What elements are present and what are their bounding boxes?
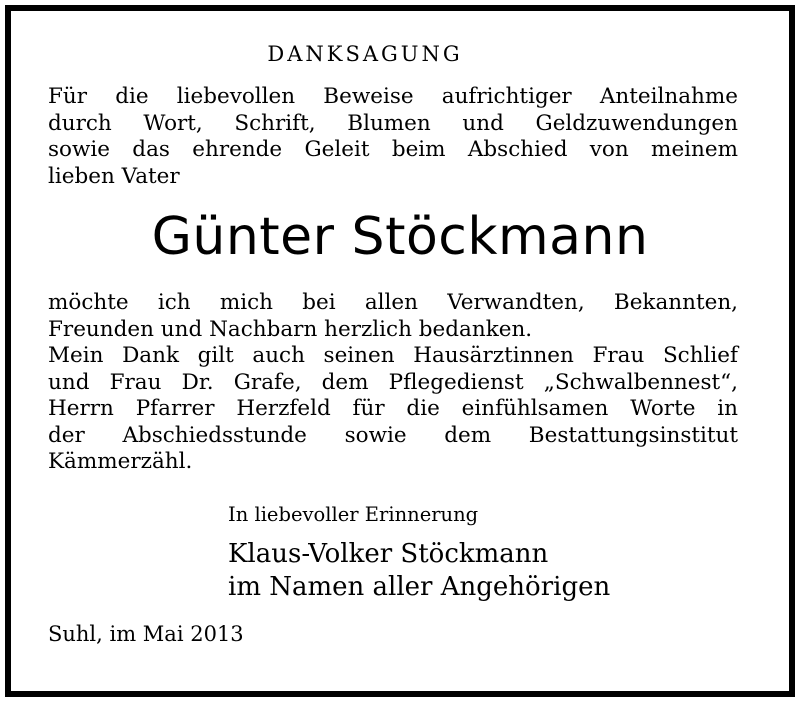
intro-line: durch Wort, Schrift, Blumen und Geldzuwendungen <box>48 110 738 136</box>
deceased-name: Günter Stöckmann <box>151 207 649 267</box>
thanks-line: und Frau Dr. Grafe, dem Pflegedienst „Schwalbennest“, <box>48 369 738 395</box>
signature-name: Klaus-Volker Stöckmann <box>228 539 549 569</box>
intro-line: sowie das ehrende Geleit beim Abschied von meinem <box>48 137 738 162</box>
intro-paragraph <box>48 84 738 190</box>
signature <box>228 538 610 604</box>
thanks-line: möchte ich mich bei allen Verwandten, Bekannten, <box>48 290 738 315</box>
thanks-line: Herrn Pfarrer Herzfeld für die einfühlsamen Worte in <box>48 396 738 421</box>
intro-line: lieben Vater <box>48 163 180 189</box>
thanks-paragraph <box>48 290 738 476</box>
notice-heading: DANKSAGUNG <box>267 42 463 66</box>
intro-line: Für die liebevollen Beweise aufrichtiger Anteilnahme <box>48 84 738 109</box>
thanks-line: Mein Dank gilt auch seinen Hausärztinnen Frau Schlief <box>48 343 738 368</box>
signature-relation: im Namen aller Angehörigen <box>228 572 611 602</box>
closing-phrase: In liebevoller Erinnerung <box>228 503 479 526</box>
place-date: Suhl, im Mai 2013 <box>48 622 244 646</box>
thanks-line: Kämmerzähl. <box>48 449 193 474</box>
thanks-line: der Abschiedsstunde sowie dem Bestattungsinstitut <box>48 422 738 448</box>
thanks-line: Freunden und Nachbarn herzlich bedanken. <box>48 316 533 342</box>
